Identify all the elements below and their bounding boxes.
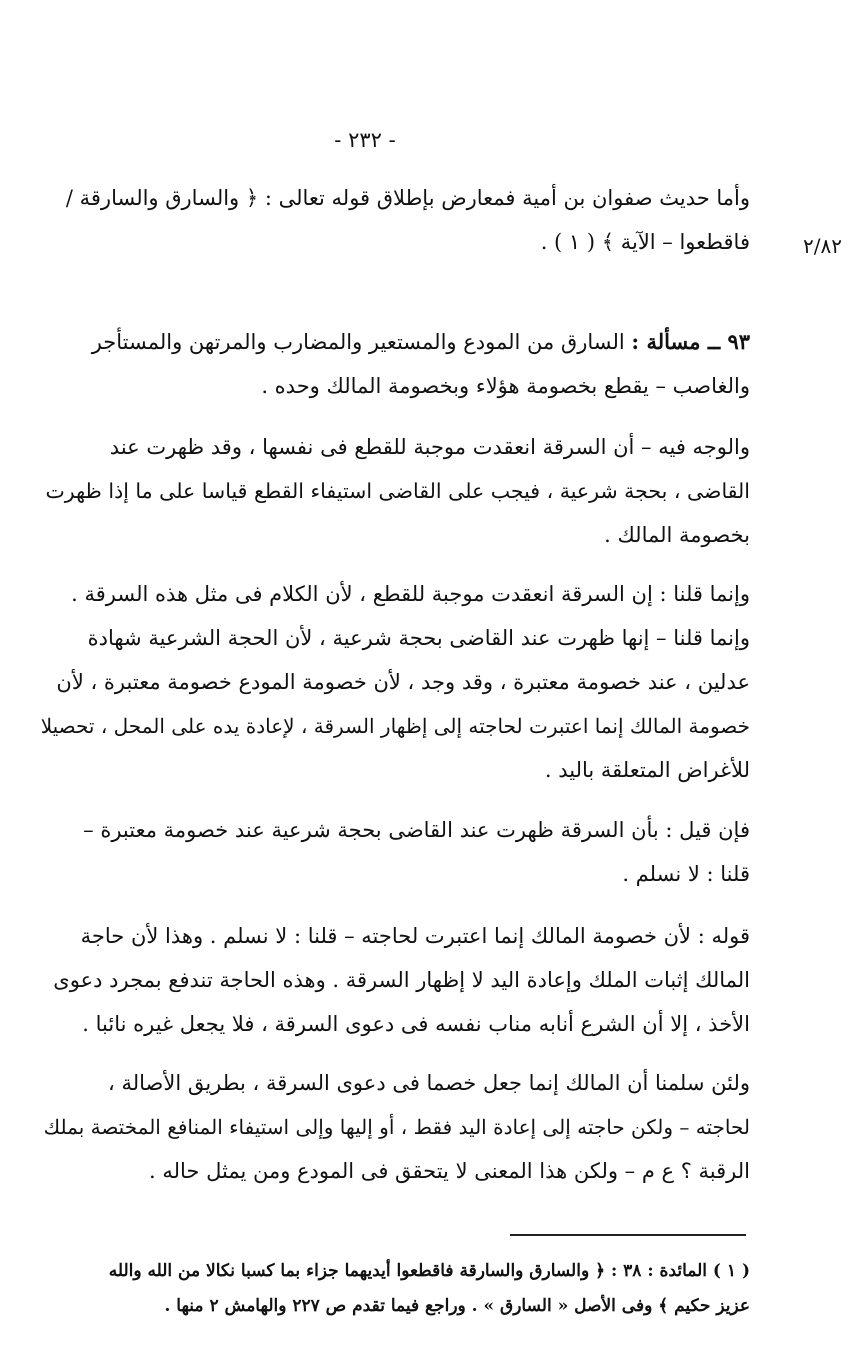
text-line: وأما حديث صفوان بن أمية فمعارض بإطلاق قوله تعالى : ﴿ والسارق والسارقة /	[65, 186, 750, 210]
text-line: والغاصب – يقطع بخصومة هؤلاء وبخصومة المالك وحده .	[261, 374, 750, 398]
page-number: - ٢٣٢ -	[334, 128, 396, 152]
paragraph-objection	[40, 808, 750, 896]
paragraph-reasoning	[40, 425, 750, 557]
text-line: خصومة المالك إنما اعتبرت لحاجته إلى إظهار السرقة ، لإعادة يده على المحل ، تحصيلا	[40, 714, 750, 738]
text-line: عدلين ، عند خصومة معتبرة ، وقد وجد ، لأن خصومة المودع خصومة معتبرة ، لأن	[56, 670, 750, 694]
footnotes	[40, 1254, 750, 1324]
issue-label: ٩٣ ــ مسألة :	[631, 329, 750, 354]
text-line: قوله : لأن خصومة المالك إنما اعتبرت لحاجته – قلنا : لا نسلم . وهذا لأن حاجة	[80, 924, 750, 948]
footnote-line: عزيز حكيم ﴾ وفى الأصل « السارق » . وراجع فيما تقدم ص ٢٢٧ والهامش ٢ منها .	[164, 1296, 750, 1316]
text-line: فإن قيل : بأن السرقة ظهرت عند القاضى بحجة شرعية عند خصومة معتبرة –	[83, 818, 750, 842]
text-line: قلنا : لا نسلم .	[622, 862, 750, 886]
text-line: القاضى ، بحجة شرعية ، فيجب على القاضى استيفاء القطع قياسا على ما إذا ظهرت	[45, 479, 750, 503]
text-line: الأخذ ، إلا أن الشرع أنابه مناب نفسه فى دعوى السرقة ، فلا يجعل غيره نائبا .	[82, 1012, 750, 1036]
text-line: بخصومة المالك .	[604, 523, 750, 547]
paragraph-issue-93	[40, 320, 750, 408]
paragraph-concession	[40, 1061, 750, 1193]
text-line: وإنما قلنا – إنها ظهرت عند القاضى بحجة شرعية ، لأن الحجة الشرعية شهادة	[87, 626, 750, 650]
footnote-divider	[510, 1234, 746, 1236]
footnote-line: ( ١ ) المائدة : ٣٨ : ﴿ والسارق والسارقة فاقطعوا أيديهما جزاء بما كسبا نكالا من الله والله	[108, 1261, 750, 1281]
text-line: فاقطعوا – الآية ﴾ ( ١ ) .	[540, 230, 750, 254]
text-line: ولئن سلمنا أن المالك إنما جعل خصما فى دعوى السرقة ، بطريق الأصالة ،	[108, 1071, 750, 1095]
text-line: المالك إثبات الملك وإعادة اليد لا إظهار السرقة . وهذه الحاجة تندفع بمجرد دعوى	[53, 968, 750, 992]
issue-text: السارق من المودع والمستعير والمضارب والمرتهن والمستأجر	[91, 330, 625, 354]
paragraph-reply	[40, 914, 750, 1046]
text-line	[40, 320, 750, 364]
paragraph-hadith-safwan	[40, 176, 750, 264]
paragraph-explanation	[40, 572, 750, 792]
margin-reference: ٢/٨٢	[803, 234, 842, 258]
text-line: لحاجته – ولكن حاجته إلى إعادة اليد فقط ، أو إليها وإلى استيفاء المنافع المختصة بملك	[43, 1115, 750, 1139]
text-line: والوجه فيه – أن السرقة انعقدت موجبة للقطع فى نفسها ، وقد ظهرت عند	[109, 435, 750, 459]
text-line: الرقبة ؟ ع م – ولكن هذا المعنى لا يتحقق فى المودع ومن يمثل حاله .	[149, 1159, 750, 1183]
text-line: وإنما قلنا : إن السرقة انعقدت موجبة للقطع ، لأن الكلام فى مثل هذه السرقة .	[71, 582, 750, 606]
text-line: للأغراض المتعلقة باليد .	[544, 758, 750, 782]
